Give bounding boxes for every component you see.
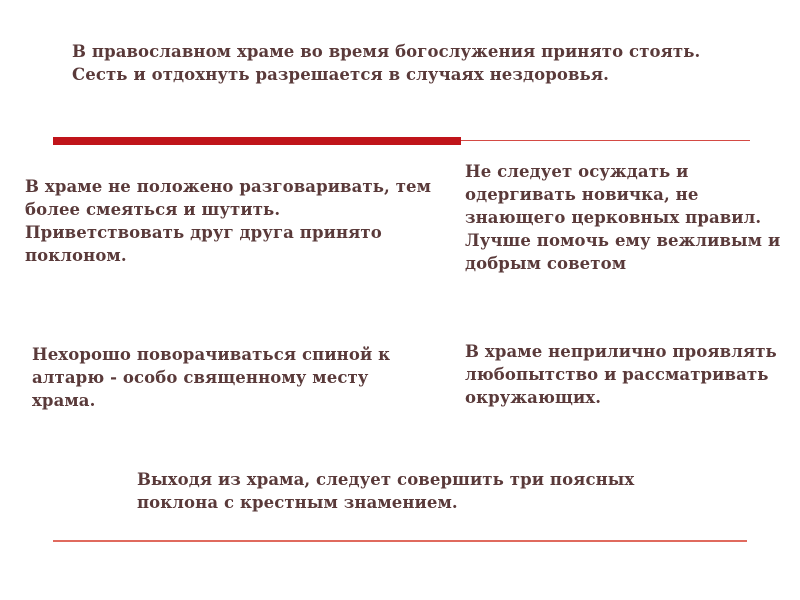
rule-text-curiosity: В храме неприлично проявлять любопытство и рассматривать окружающих. (465, 342, 777, 407)
closing-text: Выходя из храма, следует совершить три поясных поклона с крестным знамением. (137, 470, 635, 512)
divider-line-top (461, 140, 750, 141)
rule-text-newcomer: Не следует осуждать и одергивать новичка, не знающего церковных правил. Лучше помочь ему вежливым и добрым советом (465, 162, 781, 273)
intro-text: В православном храме во время богослужения принято стоять. Сесть и отдохнуть разрешается в случаях нездоровья. (72, 42, 701, 84)
rule-text-altar: Нехорошо поворачиваться спиной к алтарю - особо священному месту храма. (32, 345, 391, 410)
accent-bar (53, 137, 461, 145)
rule-text-talking: В храме не положено разговаривать, тем более смеяться и шутить. Приветствовать друг друга принято поклоном. (25, 177, 432, 265)
divider-line-bottom (53, 540, 747, 542)
